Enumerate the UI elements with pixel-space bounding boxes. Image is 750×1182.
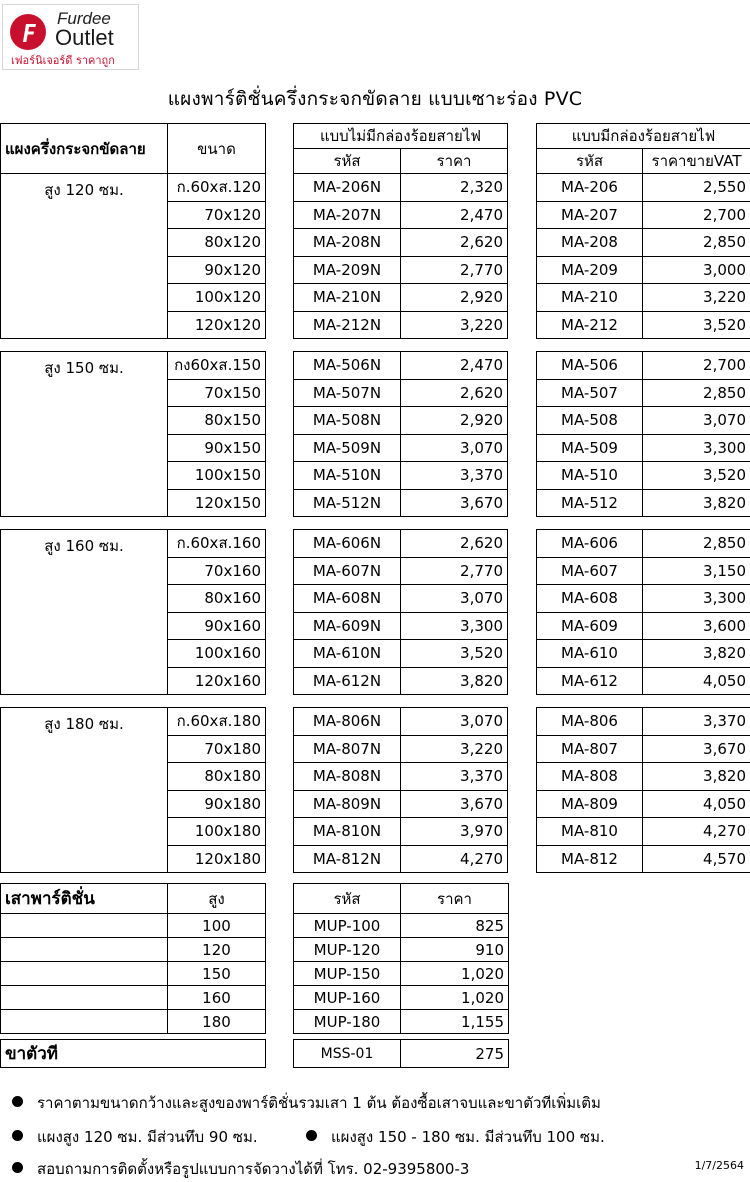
size-cell: ก.60xส.120 bbox=[168, 174, 266, 202]
price-with-box: 3,000 bbox=[643, 256, 750, 284]
size-cell: 90x120 bbox=[168, 256, 266, 284]
price-with-box: 3,820 bbox=[643, 640, 750, 668]
group-spacer bbox=[1, 517, 750, 530]
gutter bbox=[266, 124, 294, 149]
gutter bbox=[266, 845, 294, 873]
price-no-box: 4,270 bbox=[401, 845, 508, 873]
code-with-box: MA-806 bbox=[537, 708, 643, 736]
code-no-box: MA-806N bbox=[294, 708, 401, 736]
price-no-box: 2,770 bbox=[401, 256, 508, 284]
gutter bbox=[508, 352, 537, 380]
price-no-box: 3,220 bbox=[401, 735, 508, 763]
price-with-box: 3,520 bbox=[643, 462, 750, 490]
price-with-box: 2,850 bbox=[643, 379, 750, 407]
gutter bbox=[508, 201, 537, 229]
gutter bbox=[266, 914, 294, 938]
price-table bbox=[0, 123, 750, 873]
code-with-box: MA-812 bbox=[537, 845, 643, 873]
logo-tagline: เฟอร์นิเจอร์ดี ราคาถูก bbox=[11, 54, 115, 67]
gutter bbox=[508, 284, 537, 312]
code-no-box: MA-512N bbox=[294, 489, 401, 517]
spacer bbox=[1, 339, 750, 352]
price-no-box: 3,820 bbox=[401, 667, 508, 695]
price-with-box: 3,300 bbox=[643, 585, 750, 613]
price-no-box: 2,470 bbox=[401, 201, 508, 229]
price-with-box: 2,850 bbox=[643, 229, 750, 257]
header-no-box: แบบไม่มีกล่องร้อยสายไฟ bbox=[294, 124, 508, 149]
price-with-box: 2,700 bbox=[643, 352, 750, 380]
height-group-label: สูง 180 ซม. bbox=[1, 708, 168, 873]
gutter bbox=[266, 352, 294, 380]
gutter bbox=[266, 311, 294, 339]
gutter bbox=[508, 640, 537, 668]
code-no-box: MA-212N bbox=[294, 311, 401, 339]
header-code: รหัส bbox=[294, 149, 401, 174]
code-no-box: MA-812N bbox=[294, 845, 401, 873]
bullet-icon bbox=[12, 1162, 23, 1173]
code-no-box: MA-207N bbox=[294, 201, 401, 229]
bullet-icon bbox=[306, 1130, 317, 1141]
price-no-box: 2,920 bbox=[401, 407, 508, 435]
size-cell: 100x150 bbox=[168, 462, 266, 490]
size-cell: 90x160 bbox=[168, 612, 266, 640]
group-spacer bbox=[1, 339, 750, 352]
gutter bbox=[508, 379, 537, 407]
table-row bbox=[1, 708, 750, 736]
height-group-label: สูง 150 ซม. bbox=[1, 352, 168, 517]
code-no-box: MA-208N bbox=[294, 229, 401, 257]
post-row bbox=[1, 938, 509, 962]
post-row bbox=[1, 914, 509, 938]
gutter bbox=[266, 201, 294, 229]
gutter bbox=[508, 735, 537, 763]
size-cell: 100x180 bbox=[168, 818, 266, 846]
size-cell: 80x150 bbox=[168, 407, 266, 435]
size-cell: 120x150 bbox=[168, 489, 266, 517]
gutter bbox=[508, 585, 537, 613]
post-blank bbox=[1, 1010, 168, 1034]
price-with-box: 4,050 bbox=[643, 667, 750, 695]
price-no-box: 3,300 bbox=[401, 612, 508, 640]
code-with-box: MA-209 bbox=[537, 256, 643, 284]
code-no-box: MA-810N bbox=[294, 818, 401, 846]
post-code: MUP-150 bbox=[294, 962, 401, 986]
price-no-box: 3,970 bbox=[401, 818, 508, 846]
code-with-box: MA-210 bbox=[537, 284, 643, 312]
post-code: MUP-100 bbox=[294, 914, 401, 938]
post-code: MUP-160 bbox=[294, 986, 401, 1010]
code-with-box: MA-612 bbox=[537, 667, 643, 695]
price-no-box: 3,370 bbox=[401, 462, 508, 490]
price-with-box: 4,570 bbox=[643, 845, 750, 873]
size-cell: 120x120 bbox=[168, 311, 266, 339]
note-text: ราคาตามขนาดกว้างและสูงของพาร์ติชั่นรวมเสา 1 ต้น ต้องซื้อเสาจบและขาตัวทีเพิ่มเติม bbox=[37, 1094, 601, 1112]
logo-text-top: Furdee bbox=[57, 9, 111, 28]
gutter bbox=[266, 174, 294, 202]
gutter bbox=[266, 149, 294, 174]
note-contact bbox=[12, 1157, 469, 1181]
post-blank bbox=[1, 962, 168, 986]
foot-row bbox=[1, 1040, 509, 1068]
document-date: 1/7/2564 bbox=[694, 1159, 744, 1172]
price-no-box: 3,370 bbox=[401, 763, 508, 791]
size-cell: 90x150 bbox=[168, 434, 266, 462]
price-with-box: 4,270 bbox=[643, 818, 750, 846]
header-with-box: แบบมีกล่องร้อยสายไฟ bbox=[537, 124, 750, 149]
code-with-box: MA-510 bbox=[537, 462, 643, 490]
gutter bbox=[266, 379, 294, 407]
code-with-box: MA-212 bbox=[537, 311, 643, 339]
header-code: รหัส bbox=[537, 149, 643, 174]
price-with-box: 3,300 bbox=[643, 434, 750, 462]
code-no-box: MA-508N bbox=[294, 407, 401, 435]
code-with-box: MA-610 bbox=[537, 640, 643, 668]
header-row bbox=[1, 124, 750, 149]
bullet-icon bbox=[12, 1130, 23, 1141]
gutter bbox=[508, 708, 537, 736]
post-height: 120 bbox=[168, 938, 266, 962]
price-no-box: 3,520 bbox=[401, 640, 508, 668]
post-header-row bbox=[1, 884, 509, 914]
gutter bbox=[266, 229, 294, 257]
post-height: 180 bbox=[168, 1010, 266, 1034]
height-group-label: สูง 120 ซม. bbox=[1, 174, 168, 339]
price-with-box: 3,820 bbox=[643, 763, 750, 791]
gutter bbox=[266, 530, 294, 558]
gutter bbox=[266, 763, 294, 791]
price-no-box: 3,670 bbox=[401, 489, 508, 517]
post-code: MUP-180 bbox=[294, 1010, 401, 1034]
price-with-box: 2,850 bbox=[643, 530, 750, 558]
price-no-box: 3,670 bbox=[401, 790, 508, 818]
gutter bbox=[508, 489, 537, 517]
gutter bbox=[508, 790, 537, 818]
code-no-box: MA-509N bbox=[294, 434, 401, 462]
price-no-box: 3,070 bbox=[401, 434, 508, 462]
price-no-box: 2,620 bbox=[401, 530, 508, 558]
post-code: MUP-120 bbox=[294, 938, 401, 962]
gutter bbox=[508, 530, 537, 558]
code-with-box: MA-810 bbox=[537, 818, 643, 846]
header-size: ขนาด bbox=[168, 124, 266, 174]
post-price: 1,020 bbox=[401, 986, 509, 1010]
price-with-box: 2,700 bbox=[643, 201, 750, 229]
code-with-box: MA-809 bbox=[537, 790, 643, 818]
price-no-box: 3,070 bbox=[401, 585, 508, 613]
price-with-box: 3,520 bbox=[643, 311, 750, 339]
gutter bbox=[266, 1040, 294, 1068]
size-cell: 120x160 bbox=[168, 667, 266, 695]
spacer bbox=[1, 517, 750, 530]
post-row bbox=[1, 962, 509, 986]
price-no-box: 2,320 bbox=[401, 174, 508, 202]
size-cell: 100x120 bbox=[168, 284, 266, 312]
price-with-box: 3,600 bbox=[643, 612, 750, 640]
price-with-box: 3,150 bbox=[643, 557, 750, 585]
code-with-box: MA-208 bbox=[537, 229, 643, 257]
code-no-box: MA-809N bbox=[294, 790, 401, 818]
bullet-icon bbox=[12, 1096, 23, 1107]
table-row bbox=[1, 530, 750, 558]
logo-text-bottom: Outlet bbox=[55, 25, 114, 50]
foot-label: ขาตัวที bbox=[1, 1040, 266, 1068]
code-with-box: MA-608 bbox=[537, 585, 643, 613]
note-price-includes-post bbox=[12, 1091, 601, 1115]
code-no-box: MA-607N bbox=[294, 557, 401, 585]
size-cell: 80x160 bbox=[168, 585, 266, 613]
table-row bbox=[1, 174, 750, 202]
foot-price: 275 bbox=[401, 1040, 509, 1068]
code-with-box: MA-506 bbox=[537, 352, 643, 380]
size-cell: 70x120 bbox=[168, 201, 266, 229]
code-with-box: MA-207 bbox=[537, 201, 643, 229]
price-no-box: 3,070 bbox=[401, 708, 508, 736]
code-no-box: MA-610N bbox=[294, 640, 401, 668]
code-with-box: MA-807 bbox=[537, 735, 643, 763]
spacer bbox=[1, 695, 750, 708]
gutter bbox=[508, 407, 537, 435]
post-price: 1,020 bbox=[401, 962, 509, 986]
gutter bbox=[508, 256, 537, 284]
code-with-box: MA-512 bbox=[537, 489, 643, 517]
code-no-box: MA-606N bbox=[294, 530, 401, 558]
foot-code: MSS-01 bbox=[294, 1040, 401, 1068]
code-with-box: MA-609 bbox=[537, 612, 643, 640]
price-with-box: 3,370 bbox=[643, 708, 750, 736]
price-no-box: 3,220 bbox=[401, 311, 508, 339]
note-text: แผงสูง 120 ซม. มีส่วนทึบ 90 ซม. bbox=[37, 1128, 258, 1146]
post-blank bbox=[1, 938, 168, 962]
gutter bbox=[508, 818, 537, 846]
code-no-box: MA-209N bbox=[294, 256, 401, 284]
gutter bbox=[266, 708, 294, 736]
post-blank bbox=[1, 914, 168, 938]
post-height-header: สูง bbox=[168, 884, 266, 914]
size-cell: 90x180 bbox=[168, 790, 266, 818]
code-with-box: MA-509 bbox=[537, 434, 643, 462]
gutter bbox=[266, 640, 294, 668]
size-cell: กง60xส.150 bbox=[168, 352, 266, 380]
gutter bbox=[508, 667, 537, 695]
gutter bbox=[266, 612, 294, 640]
code-no-box: MA-206N bbox=[294, 174, 401, 202]
post-blank bbox=[1, 986, 168, 1010]
height-group-label: สูง 160 ซม. bbox=[1, 530, 168, 695]
gutter bbox=[508, 462, 537, 490]
post-height: 100 bbox=[168, 914, 266, 938]
code-no-box: MA-506N bbox=[294, 352, 401, 380]
gutter bbox=[508, 434, 537, 462]
gutter bbox=[508, 612, 537, 640]
header-price-vat: ราคาขายVAT bbox=[643, 149, 750, 174]
gutter bbox=[266, 434, 294, 462]
price-no-box: 2,770 bbox=[401, 557, 508, 585]
price-with-box: 3,070 bbox=[643, 407, 750, 435]
price-no-box: 2,920 bbox=[401, 284, 508, 312]
header-panel: แผงครึ่งกระจกขัดลาย bbox=[1, 124, 168, 174]
size-cell: ก.60xส.180 bbox=[168, 708, 266, 736]
code-with-box: MA-808 bbox=[537, 763, 643, 791]
gutter bbox=[266, 585, 294, 613]
post-price: 1,155 bbox=[401, 1010, 509, 1034]
gutter bbox=[508, 124, 537, 149]
size-cell: 80x180 bbox=[168, 763, 266, 791]
code-no-box: MA-807N bbox=[294, 735, 401, 763]
code-no-box: MA-608N bbox=[294, 585, 401, 613]
code-with-box: MA-607 bbox=[537, 557, 643, 585]
price-no-box: 2,620 bbox=[401, 379, 508, 407]
code-no-box: MA-507N bbox=[294, 379, 401, 407]
gutter bbox=[508, 845, 537, 873]
gutter bbox=[266, 557, 294, 585]
price-with-box: 2,550 bbox=[643, 174, 750, 202]
table-row bbox=[1, 352, 750, 380]
code-with-box: MA-206 bbox=[537, 174, 643, 202]
price-with-box: 3,820 bbox=[643, 489, 750, 517]
gutter bbox=[266, 407, 294, 435]
code-no-box: MA-609N bbox=[294, 612, 401, 640]
gutter bbox=[266, 986, 294, 1010]
price-with-box: 3,220 bbox=[643, 284, 750, 312]
post-price: 910 bbox=[401, 938, 509, 962]
gutter bbox=[508, 763, 537, 791]
brand-logo bbox=[2, 4, 139, 70]
post-height: 150 bbox=[168, 962, 266, 986]
size-cell: 80x120 bbox=[168, 229, 266, 257]
gutter bbox=[508, 229, 537, 257]
post-price: 825 bbox=[401, 914, 509, 938]
gutter bbox=[266, 884, 294, 914]
code-no-box: MA-510N bbox=[294, 462, 401, 490]
gutter bbox=[508, 149, 537, 174]
gutter bbox=[266, 667, 294, 695]
code-with-box: MA-507 bbox=[537, 379, 643, 407]
post-code-header: รหัส bbox=[294, 884, 401, 914]
note-text: สอบถามการติดตั้งหรือรูปแบบการจัดวางได้ที่ โทร. 02-9395800-3 bbox=[37, 1160, 470, 1178]
gutter bbox=[266, 818, 294, 846]
note-text: แผงสูง 150 - 180 ซม. มีส่วนทึบ 100 ซม. bbox=[331, 1128, 605, 1146]
gutter bbox=[266, 256, 294, 284]
code-with-box: MA-606 bbox=[537, 530, 643, 558]
post-price-table bbox=[0, 883, 509, 1068]
post-row bbox=[1, 986, 509, 1010]
price-no-box: 2,470 bbox=[401, 352, 508, 380]
price-with-box: 4,050 bbox=[643, 790, 750, 818]
code-no-box: MA-612N bbox=[294, 667, 401, 695]
size-cell: 70x160 bbox=[168, 557, 266, 585]
gutter bbox=[508, 311, 537, 339]
size-cell: ก.60xส.160 bbox=[168, 530, 266, 558]
header-price: ราคา bbox=[401, 149, 508, 174]
note-solid-part-2 bbox=[306, 1125, 605, 1149]
price-with-box: 3,670 bbox=[643, 735, 750, 763]
gutter bbox=[266, 1010, 294, 1034]
gutter bbox=[266, 938, 294, 962]
price-no-box: 2,620 bbox=[401, 229, 508, 257]
size-cell: 100x160 bbox=[168, 640, 266, 668]
gutter bbox=[266, 284, 294, 312]
size-cell: 120x180 bbox=[168, 845, 266, 873]
gutter bbox=[266, 790, 294, 818]
page-title: แผงพาร์ติชั่นครึ่งกระจกขัดลาย แบบเซาะร่อง PVC bbox=[167, 88, 583, 110]
post-row bbox=[1, 1010, 509, 1034]
gutter bbox=[266, 489, 294, 517]
gutter bbox=[266, 735, 294, 763]
post-label: เสาพาร์ติชั่น bbox=[1, 884, 168, 914]
post-price-header: ราคา bbox=[401, 884, 509, 914]
gutter bbox=[266, 962, 294, 986]
gutter bbox=[508, 557, 537, 585]
note-solid-part bbox=[12, 1125, 258, 1149]
gutter bbox=[266, 462, 294, 490]
furdee-logo-icon bbox=[9, 13, 47, 51]
group-spacer bbox=[1, 695, 750, 708]
size-cell: 70x150 bbox=[168, 379, 266, 407]
code-with-box: MA-508 bbox=[537, 407, 643, 435]
gutter bbox=[508, 174, 537, 202]
size-cell: 70x180 bbox=[168, 735, 266, 763]
code-no-box: MA-808N bbox=[294, 763, 401, 791]
post-height: 160 bbox=[168, 986, 266, 1010]
code-no-box: MA-210N bbox=[294, 284, 401, 312]
